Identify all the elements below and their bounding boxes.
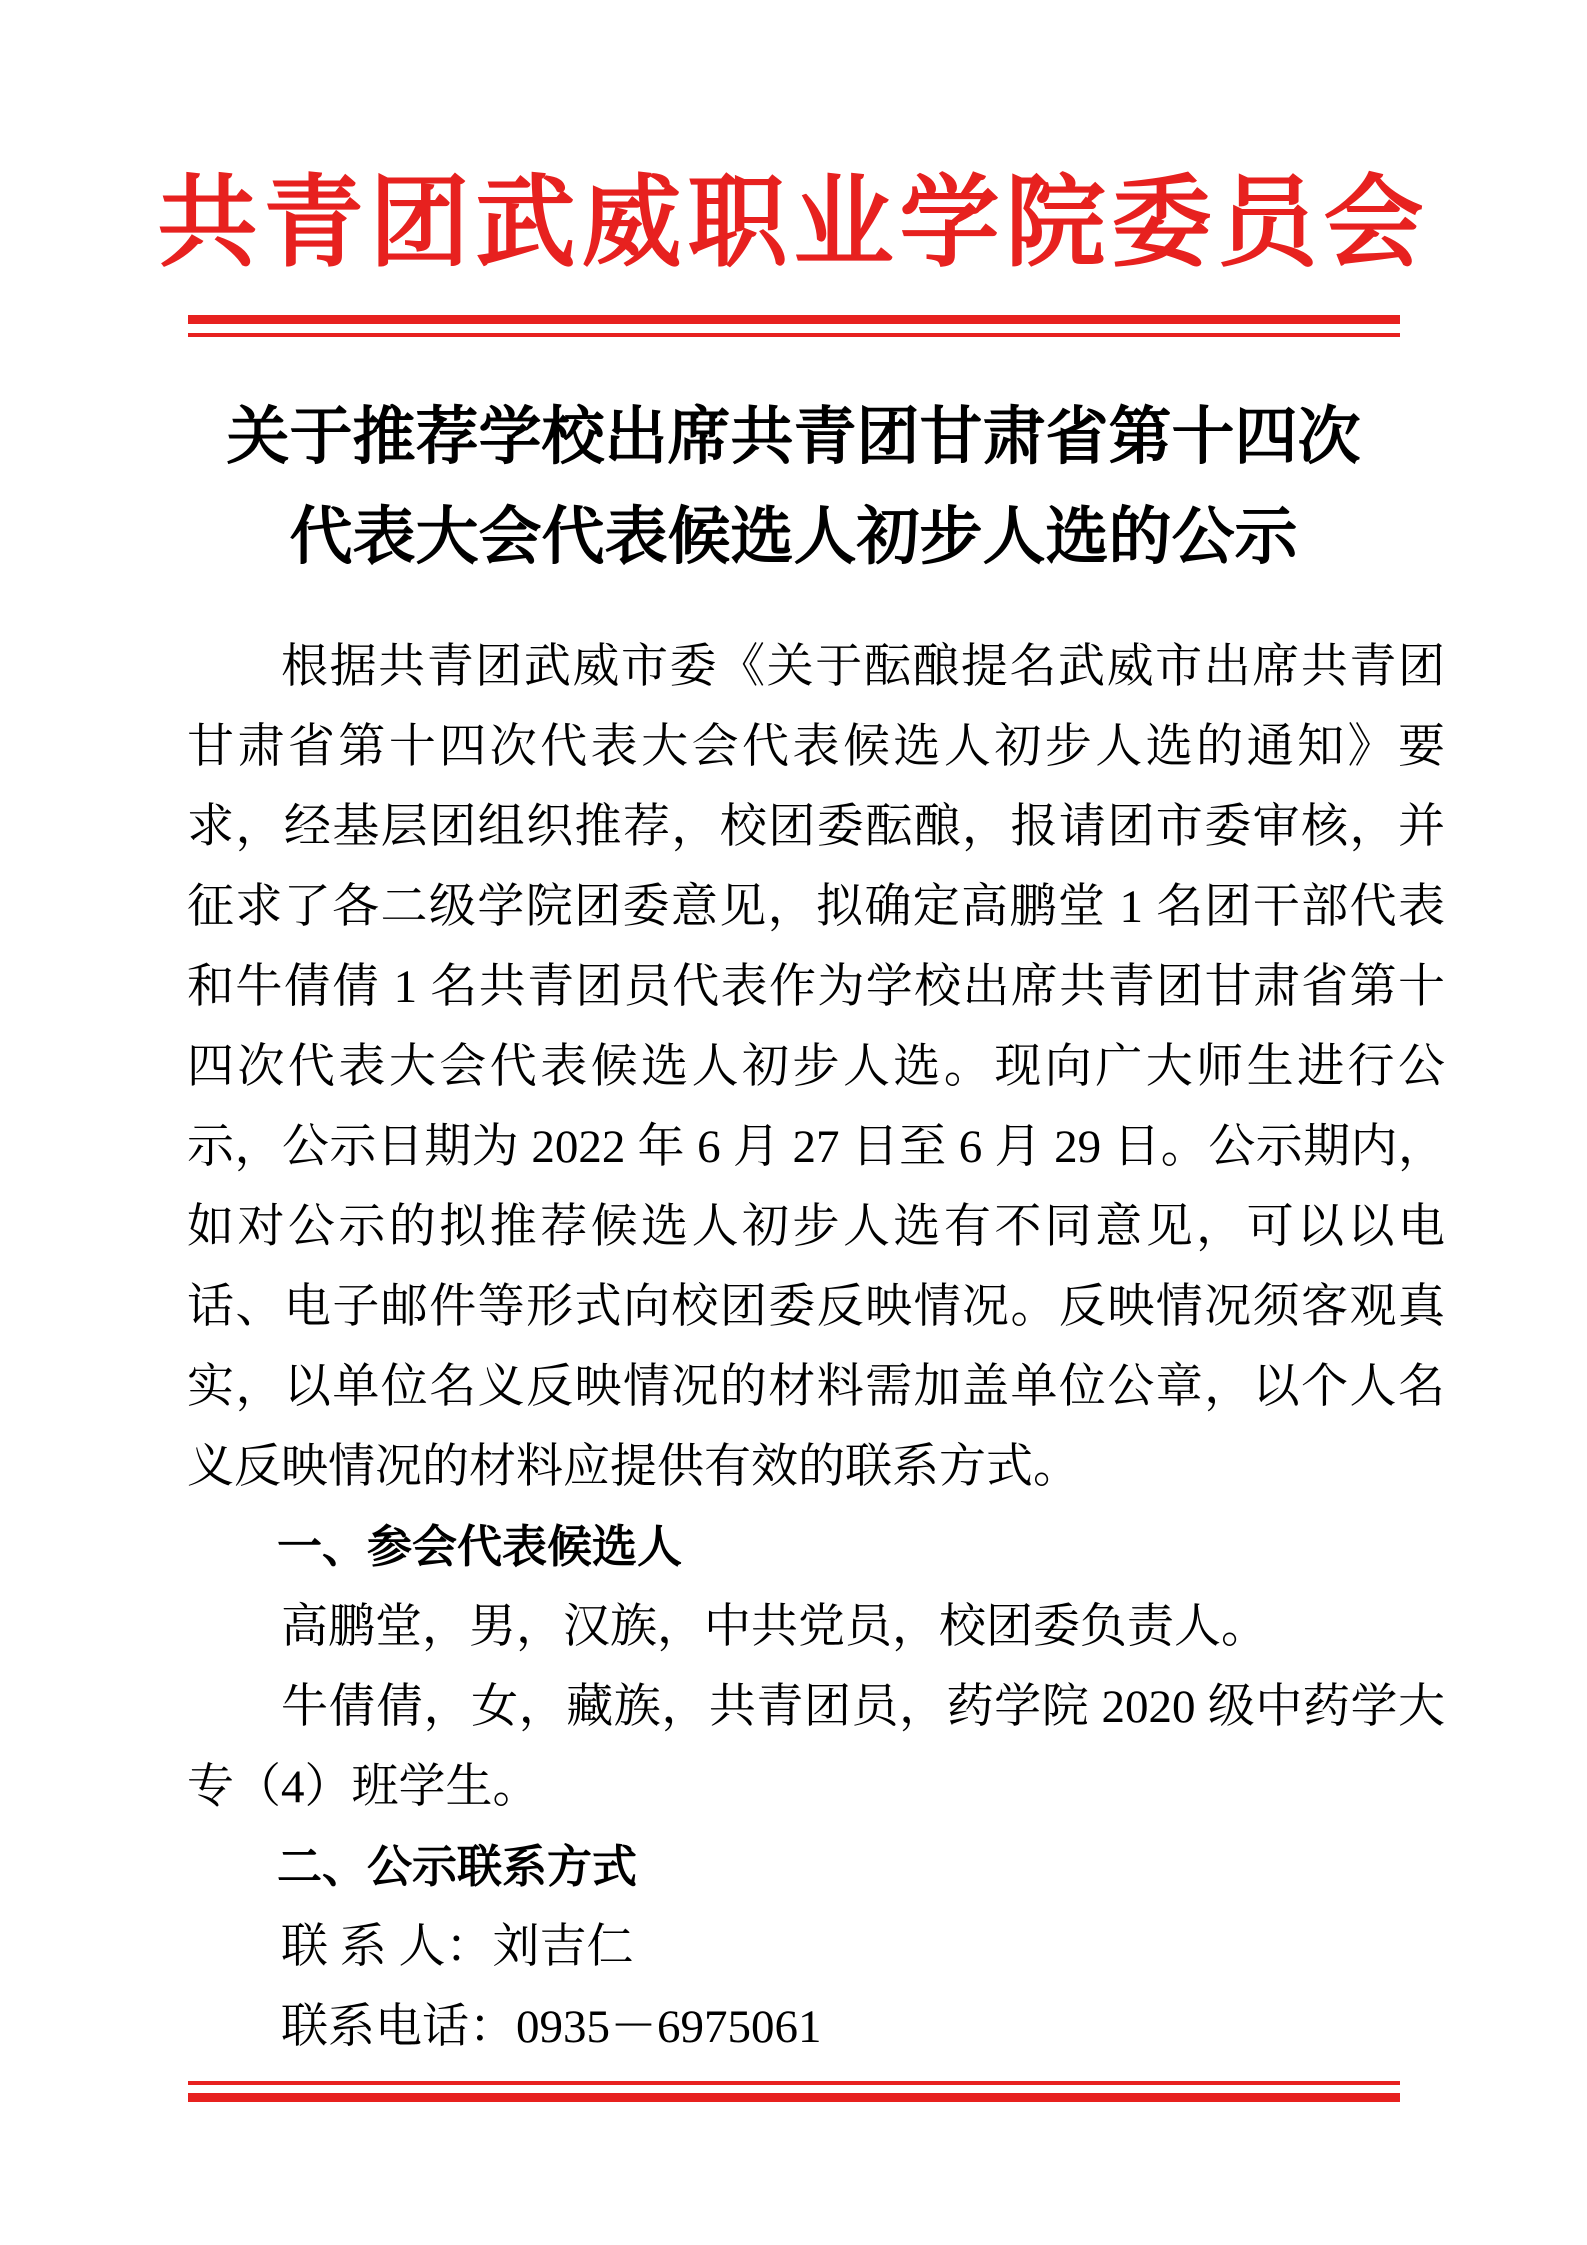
footer-rule-thick bbox=[188, 2093, 1400, 2102]
doc-title bbox=[150, 387, 1437, 587]
contact-phone: 联系电话：0935－6975061 bbox=[281, 2001, 822, 2053]
doc-title-line2: 代表大会代表候选人初步人选的公示 bbox=[289, 502, 1298, 572]
footer-rule-thin bbox=[188, 2081, 1400, 2085]
section1-heading: 一、参会代表候选人 bbox=[277, 1521, 683, 1572]
body-paragraph: 根据共青团武威市委《关于酝酿提名武威市出席共青团甘肃省第十四次代表大会代表候选人初步人选的通知》要求，经基层团组织推荐，校团委酝酿，报请团市委审核，并征求了各二级学院团委意见，拟确定高鹏堂 1 名团干部代表和牛倩倩 1 名共青团员代表作为学校出席共青团甘肃省第十四次代表大会代表候选人初步人选。现向广大师生进行公示，公示日期为 2022 年 6 月 27 日至 6 月 29 日。公示期内，如对公示的拟推荐候选人初步人选有不同意见，可以以电话、电子邮件等形式向校团委反映情况。反映情况须客观真实，以单位名义反映情况的材料需加盖单位公章，以个人名义反映情况的材料应提供有效的联系方式。 bbox=[187, 641, 1445, 1493]
header-rule-thin bbox=[188, 333, 1400, 337]
contact-person: 联 系 人：刘吉仁 bbox=[281, 1921, 634, 1973]
footer-divider bbox=[188, 2081, 1400, 2102]
candidate-item-2: 牛倩倩，女，藏族，共青团员，药学院 2020 级中药学大专（4）班学生。 bbox=[187, 1681, 1445, 1813]
header-divider bbox=[188, 315, 1400, 337]
doc-title-line1: 关于推荐学校出席共青团甘肃省第十四次 bbox=[226, 402, 1361, 472]
org-title: 共青团武威职业学院委员会 bbox=[157, 168, 1430, 279]
candidate-item-1: 高鹏堂，男，汉族，中共党员，校团委负责人。 bbox=[281, 1601, 1268, 1653]
header-rule-thick bbox=[188, 315, 1400, 324]
section2-heading: 二、公示联系方式 bbox=[277, 1841, 638, 1892]
